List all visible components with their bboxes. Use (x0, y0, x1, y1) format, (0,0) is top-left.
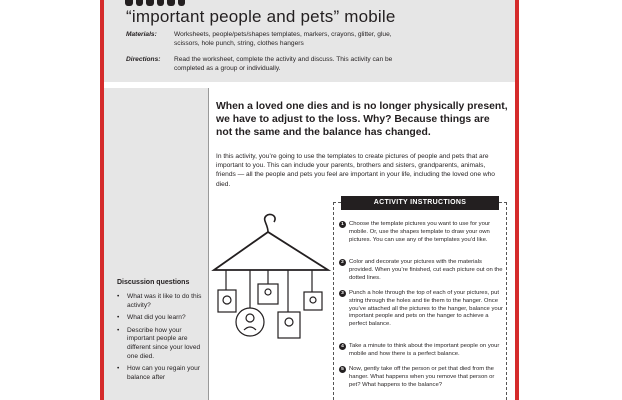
page-title: “important people and pets” mobile (126, 7, 396, 26)
discussion-title: Discussion questions (117, 279, 190, 286)
instruction-step (339, 259, 503, 282)
instruction-step (339, 366, 503, 389)
materials-row (126, 30, 426, 50)
page-border-right (515, 0, 519, 400)
lead-paragraph: When a loved one dies and is no longer physically present, we have to adjust to the loss. Why? Because things are not the same and the balance has changed. (216, 101, 508, 138)
step-number-icon: 2 (339, 259, 346, 266)
step-number-icon: 1 (339, 221, 346, 228)
sidebar-divider (208, 88, 209, 400)
step-number-icon: 4 (339, 343, 346, 350)
discussion-item: • What was it like to do this activity? (117, 293, 205, 310)
step-text: Color and decorate your pictures with the materials provided. When you’re finished, cut each picture out on the dotted lines. (349, 259, 503, 281)
hanger-mobile-illustration (210, 212, 332, 400)
step-text: Take a minute to think about the important people on your mobile and how there is a perfect balance. (349, 343, 500, 357)
step-number-icon: 3 (339, 290, 346, 297)
instruction-step (339, 221, 503, 244)
header-decoration (125, 0, 185, 6)
discussion-item: • Describe how your important people are different since your loved one died. (117, 327, 205, 361)
step-number-icon: 5 (339, 366, 346, 373)
discussion-item: • What did you learn? (117, 314, 205, 323)
materials-label: Materials: (126, 31, 157, 38)
discussion-item: • How can you regain your balance after (117, 365, 205, 382)
step-text: Punch a hole through the top of each of your pictures, put string through the holes and tie them to the hanger. Once you’ve attached all the pictures to the hanger, balance your important people and pets on the hanger to achieve a perfect balance. (349, 290, 503, 328)
materials-text: Worksheets, people/pets/shapes templates, markers, crayons, glitter, glue, scissors, hole punch, string, clothes hangers (174, 31, 392, 47)
step-text: Choose the template pictures you want to use for your mobile. Or, use the shapes template to draw your own pictures. You can use any of the templates you’d like. (349, 221, 491, 243)
instruction-step (339, 343, 503, 359)
directions-row (126, 55, 426, 75)
instruction-step (339, 290, 503, 329)
activity-instructions-title: ACTIVITY INSTRUCTIONS (341, 196, 499, 210)
discussion-list (117, 293, 205, 386)
body-paragraph: In this activity, you’re going to use the templates to create pictures of people and pets that are important to you. This can include your parents, brothers and sisters, grandparents, animals, friends — all the people and pets you feel are important in your life, including the loved one who died. (216, 153, 495, 188)
step-text: Now, gently take off the person or pet that died from the hanger. What happens when you remove that person or pet? What happens to the balance? (349, 366, 495, 388)
directions-text: Read the worksheet, complete the activity and discuss. This activity can be completed as a group or individually. (174, 56, 393, 72)
directions-label: Directions: (126, 56, 161, 63)
